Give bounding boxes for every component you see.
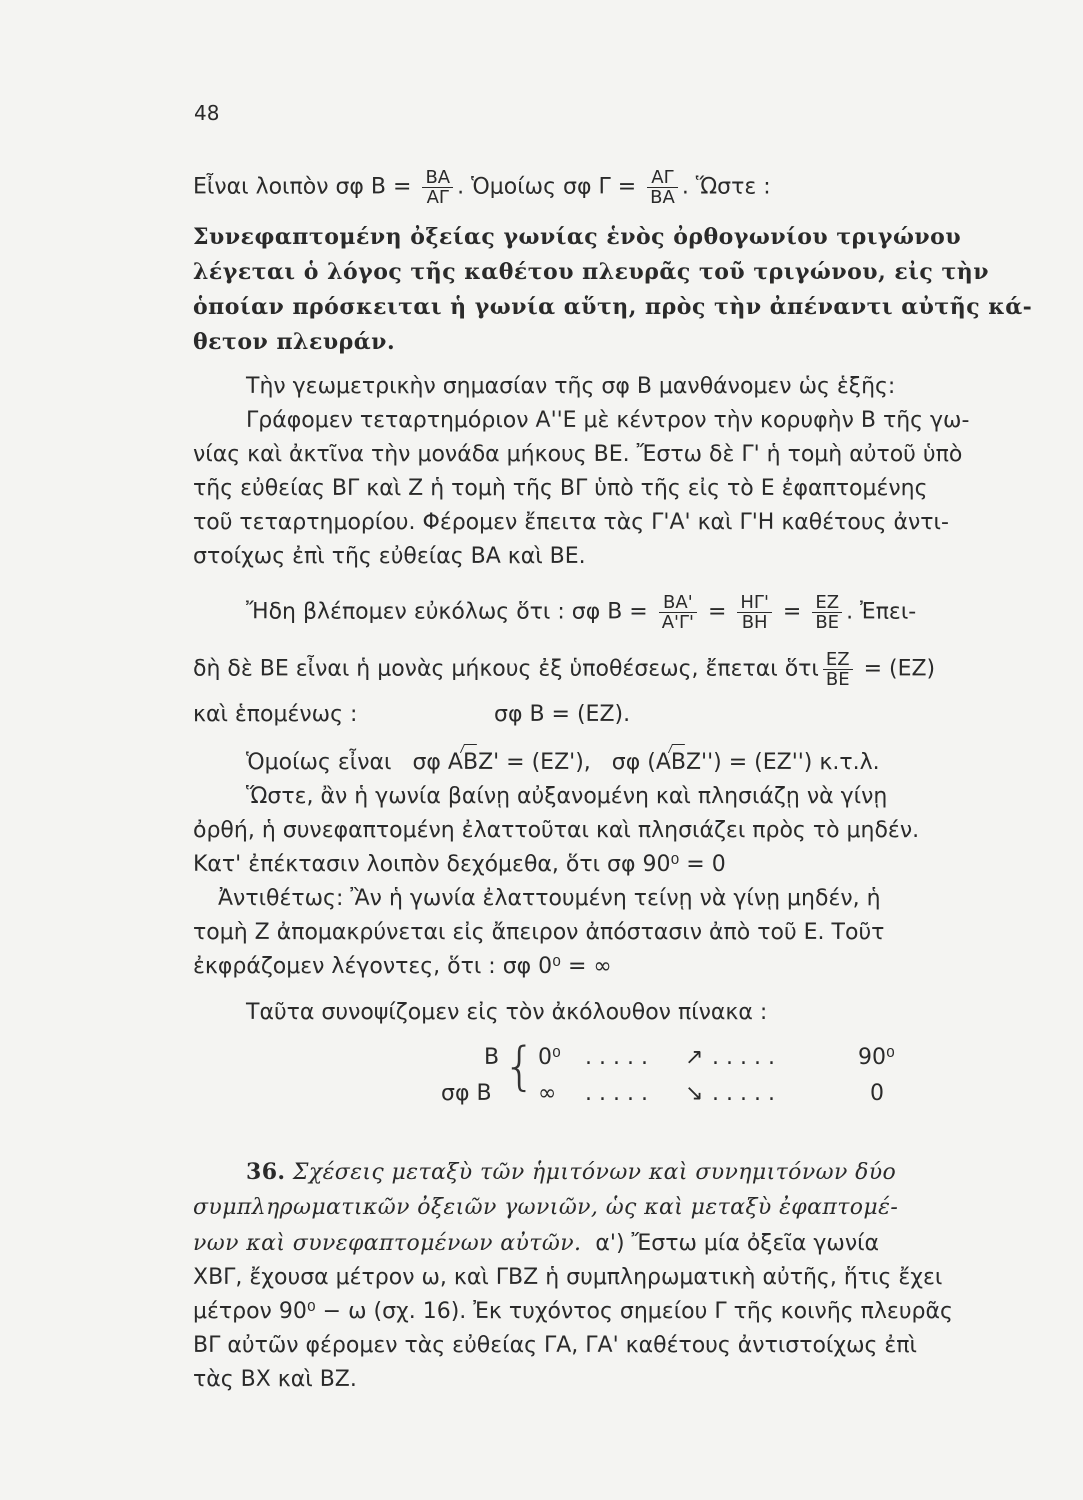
section-title-line: Σχέσεις μεταξὺ τῶν ἡμιτόνων καὶ συνημιτόνων δύο (292, 1160, 897, 1185)
eq3-prefix: δὴ δὲ ΒΕ εἶναι ἡ μονὰς μήκους ἐξ ὑποθέσεως, ἔπεται ὅτι (193, 656, 819, 682)
definition-line: λέγεται ὁ λόγος τῆς καθέτου πλευρᾶς τοῦ τριγώνου, εἰς τὴν (193, 259, 990, 285)
paragraph-line: μέτρον 90⁰ − ω (σχ. 16). Ἐκ τυχόντος σημείου Γ τῆς κοινῆς πλευρᾶς (193, 1299, 953, 1324)
table-row1-start: 0⁰ (538, 1045, 561, 1070)
frac-num: ΑΓ (647, 168, 678, 188)
paragraph-line: νίας καὶ ἀκτῖνα τὴν μονάδα μήκους ΒΕ. Ἔστω δὲ Γ' ἡ τομὴ αὐτοῦ ὑπὸ (193, 442, 963, 467)
table-row2-dots: . . . . . (585, 1081, 648, 1106)
paragraph-line: ὀρθή, ἡ συνεφαπτομένη ἐλαττοῦται καὶ πλησιάζει πρὸς τὸ μηδέν. (193, 818, 920, 843)
page-number: 48 (194, 101, 220, 125)
angle-abz: ΑΒΖ' = (ΕΖ'), (448, 748, 591, 778)
fraction-ag-ba (647, 168, 678, 207)
arrow-down-icon: ↘ (685, 1081, 704, 1106)
definition-line: Συνεφαπτομένη ὀξείας γωνίας ἑνὸς ὀρθογωνίου τριγώνου (193, 224, 962, 250)
eq5-a: Ὁμοίως εἶναι (246, 750, 392, 775)
frac-num: ΕΖ (812, 593, 842, 613)
section-text: α') Ἔστω μία ὀξεῖα γωνία (595, 1231, 880, 1256)
eq2-prefix: Ἤδη βλέπομεν εὐκόλως ὅτι : σφ Β = (246, 599, 655, 625)
equation-cot-geometric: Ἤδη βλέπομεν εὐκόλως ὅτι : σφ Β = $\frac{BA'}{A'\Gamma'}$ = $\frac{H\Gamma'}{BH}$ = $\frac{EZ}{BE}$ . Ἐπει- (246, 592, 917, 633)
frac-den: ΒΕ (825, 669, 850, 690)
frac-num: ΗΓ' (737, 593, 772, 613)
equation-cot-b-ez: σφ Β = (ΕΖ). (494, 702, 631, 727)
table-row1-dots: . . . . . (585, 1045, 648, 1070)
angle-abz2: ΑΒΖ'') = (ΕΖ'') κ.τ.λ. (656, 748, 880, 778)
paragraph-line: Ὥστε, ἂν ἡ γωνία βαίνῃ αὐξανομένη καὶ πλησιάζῃ νὰ γίνῃ (246, 784, 888, 809)
eq1-prefix: Εἶναι λοιπὸν σφ Β = (193, 174, 419, 200)
frac-den: ΒΕ (815, 612, 840, 633)
equation-unit-length (193, 650, 935, 689)
fraction-hg-bh (737, 593, 772, 632)
fraction-ba-ag (422, 168, 453, 207)
paragraph-line: ἐκφράζομεν λέγοντες, ὅτι : σφ 0⁰ = ∞ (193, 954, 612, 979)
frac-num: ΕΖ (823, 650, 853, 670)
section-number: 36. (246, 1159, 286, 1185)
eq2-suffix: . Ἐπει- (846, 599, 917, 625)
eq5-d: σφ ( (611, 750, 656, 775)
fraction-ez-be (823, 650, 853, 689)
consequently-label: καὶ ἑπομένως : (193, 702, 358, 727)
fraction-ez-be (812, 593, 842, 632)
eq1-mid: . Ὁμοίως σφ Γ = (457, 174, 644, 200)
frac-num: ΒΑ (422, 168, 453, 188)
table-row1-dots: . . . . . (712, 1045, 775, 1070)
frac-den: ΒΗ (741, 612, 768, 633)
frac-den: ΑΓ (426, 187, 449, 208)
definition-line: ὁποίαν πρόσκειται ἡ γωνία αὕτη, πρὸς τὴν ἀπέναντι αὐτῆς κά- (193, 294, 1033, 320)
table-row2-start: ∞ (538, 1081, 557, 1106)
paragraph-line: τὰς ΒΧ καὶ ΒΖ. (193, 1367, 357, 1392)
table-row2-end: 0 (870, 1081, 884, 1106)
paragraph-line: ΧΒΓ, ἔχουσα μέτρον ω, καὶ ΓΒΖ ἡ συμπληρωματικὴ αὐτῆς, ἥτις ἔχει (193, 1265, 943, 1290)
equation-similarly (246, 748, 880, 778)
table-row2-dots: . . . . . (712, 1081, 775, 1106)
definition-line: θετον πλευράν. (193, 329, 396, 355)
paragraph-line: τῆς εὐθείας ΒΓ καὶ Ζ ἡ τομὴ τῆς ΒΓ ὑπὸ τῆς εἰς τὸ Ε ἐφαπτομένης (193, 476, 928, 501)
eq3-suffix: = (ΕΖ) (863, 656, 936, 682)
fraction-ba-ag (659, 593, 697, 632)
eq1-suffix: . Ὥστε : (681, 174, 771, 200)
table-row2-label: σφ Β (441, 1081, 492, 1106)
table-row1-label: Β (484, 1045, 500, 1070)
paragraph-line: τοῦ τεταρτημορίου. Φέρομεν ἔπειτα τὰς Γ'Α' καὶ Γ'Η καθέτους ἀντι- (193, 510, 949, 535)
paragraph-line: Κατ' ἐπέκτασιν λοιπὸν δεχόμεθα, ὅτι σφ 90⁰ = 0 (193, 852, 726, 877)
summary-intro: Ταῦτα συνοψίζομεν εἰς τὸν ἀκόλουθον πίνακα : (246, 1000, 768, 1025)
arrow-up-icon: ↗ (685, 1045, 704, 1070)
section-36-heading (246, 1157, 896, 1188)
frac-den: ΒΑ (650, 187, 675, 208)
paragraph-line: στοίχως ἐπὶ τῆς εὐθείας ΒΑ καὶ ΒΕ. (193, 544, 586, 569)
brace-symbol: { (503, 1037, 537, 1097)
paragraph-line: ΒΓ αὐτῶν φέρομεν τὰς εὐθείας ΓΑ, ΓΑ' καθέτους ἀντιστοίχως ἐπὶ (193, 1333, 917, 1358)
table-row1-end: 90⁰ (858, 1045, 895, 1070)
equation-cot-b (193, 168, 771, 207)
frac-num: ΒΑ' (659, 593, 697, 613)
paragraph-line: Γράφομεν τεταρτημόριον Α''Ε μὲ κέντρον τὴν κορυφὴν Β τῆς γω- (246, 408, 970, 433)
paragraph-line: τομὴ Ζ ἀπομακρύνεται εἰς ἄπειρον ἀπόστασιν ἀπὸ τοῦ Ε. Τοῦτ (193, 920, 885, 945)
paragraph-line: Τὴν γεωμετρικὴν σημασίαν τῆς σφ Β μανθάνομεν ὡς ἑξῆς: (246, 374, 896, 399)
frac-den: Α'Γ' (661, 612, 694, 633)
section-title-line: συμπληρωματικῶν ὀξειῶν γωνιῶν, ὡς καὶ μεταξὺ ἐφαπτομέ- (193, 1195, 899, 1220)
section-title-line: νων καὶ συνεφαπτομένων αὐτῶν. (193, 1231, 582, 1256)
eq5-b: σφ (412, 750, 441, 775)
paragraph-line: Ἀντιθέτως: Ἂν ἡ γωνία ἐλαττουμένη τείνῃ νὰ γίνῃ μηδέν, ἡ (218, 886, 881, 911)
section-title-line3 (193, 1229, 879, 1259)
